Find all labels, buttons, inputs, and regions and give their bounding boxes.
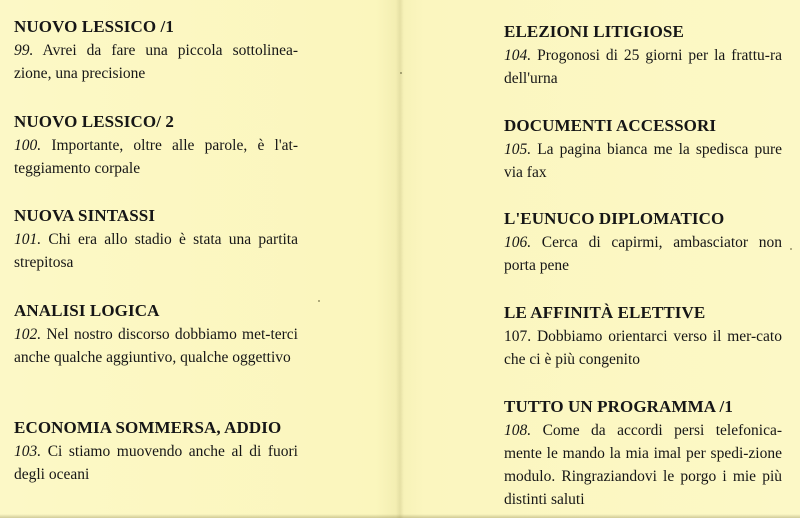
entry-body: [14, 134, 298, 180]
entry-number: 101.: [14, 231, 42, 248]
entry-text: Chi era allo stadio è stata una partita strepitosa: [14, 231, 298, 271]
entry-106: [504, 208, 782, 277]
entry-text: Progonosi di 25 giorni per la frattu-ra dell'urna: [504, 47, 782, 87]
left-page: [14, 0, 298, 518]
entry-title: NUOVO LESSICO/ 2: [14, 112, 174, 131]
entry-text: La pagina bianca me la spedisca pure via fax: [504, 141, 782, 181]
entry-number: 100.: [14, 137, 42, 154]
entry-number: 108.: [504, 422, 532, 439]
entry-body: [14, 39, 298, 85]
entry-101: [14, 205, 298, 274]
paper-speck: [318, 300, 320, 302]
entry-104: [504, 21, 782, 90]
right-page: [504, 0, 782, 518]
entry-text: Come da accordi persi telefonica-mente le mando la mia imal per spedi-zione modulo. Ringraziandovi le porgo i mie più distinti saluti: [504, 422, 782, 508]
entry-body: [504, 419, 782, 511]
entry-102: [14, 300, 298, 369]
entry-title: DOCUMENTI ACCESSORI: [504, 116, 717, 135]
entry-100: [14, 111, 298, 180]
entry-body: [14, 323, 298, 369]
entry-title: NUOVO LESSICO /1: [14, 17, 174, 36]
entry-text: Ci stiamo muovendo anche al di fuori degli oceani: [14, 443, 298, 483]
entry-text: Importante, oltre alle parole, è l'at-teggiamento corpale: [14, 137, 298, 177]
entry-number: 106.: [504, 234, 532, 251]
entry-number: 102.: [14, 326, 42, 343]
entry-number: 105.: [504, 141, 532, 158]
entry-number: 103.: [14, 443, 42, 460]
paper-speck: [790, 248, 792, 250]
entry-body: [504, 44, 782, 90]
entry-107: [504, 302, 782, 371]
entry-title: ECONOMIA SOMMERSA, ADDIO: [14, 418, 282, 437]
entry-number: 107.: [504, 328, 532, 345]
entry-title: NUOVA SINTASSI: [14, 206, 156, 225]
entry-title: ANALISI LOGICA: [14, 301, 160, 320]
entry-103: [14, 417, 298, 486]
entry-body: [14, 228, 298, 274]
paper-speck: [400, 72, 402, 74]
entry-text: Avrei da fare una piccola sottolinea-zione, una precisione: [14, 42, 298, 82]
entry-title: LE AFFINITÀ ELETTIVE: [504, 303, 706, 322]
entry-title: ELEZIONI LITIGIOSE: [504, 22, 684, 41]
entry-99: [14, 16, 298, 85]
entry-text: Dobbiamo orientarci verso il mer-cato che ci è più congenito: [504, 328, 782, 368]
entry-body: [504, 231, 782, 277]
entry-text: Cerca di capirmi, ambasciator non porta pene: [504, 234, 782, 274]
entry-title: TUTTO UN PROGRAMMA /1: [504, 397, 733, 416]
entry-number: 99.: [14, 42, 34, 59]
entry-body: [504, 325, 782, 371]
book-gutter: [396, 0, 404, 518]
entry-title: L'EUNUCO DIPLOMATICO: [504, 209, 725, 228]
entry-body: [14, 440, 298, 486]
entry-text: Nel nostro discorso dobbiamo met-terci anche qualche aggiuntivo, qualche oggettivo: [14, 326, 298, 366]
entry-body: [504, 138, 782, 184]
entry-108: [504, 396, 782, 511]
entry-number: 104.: [504, 47, 532, 64]
entry-105: [504, 115, 782, 184]
